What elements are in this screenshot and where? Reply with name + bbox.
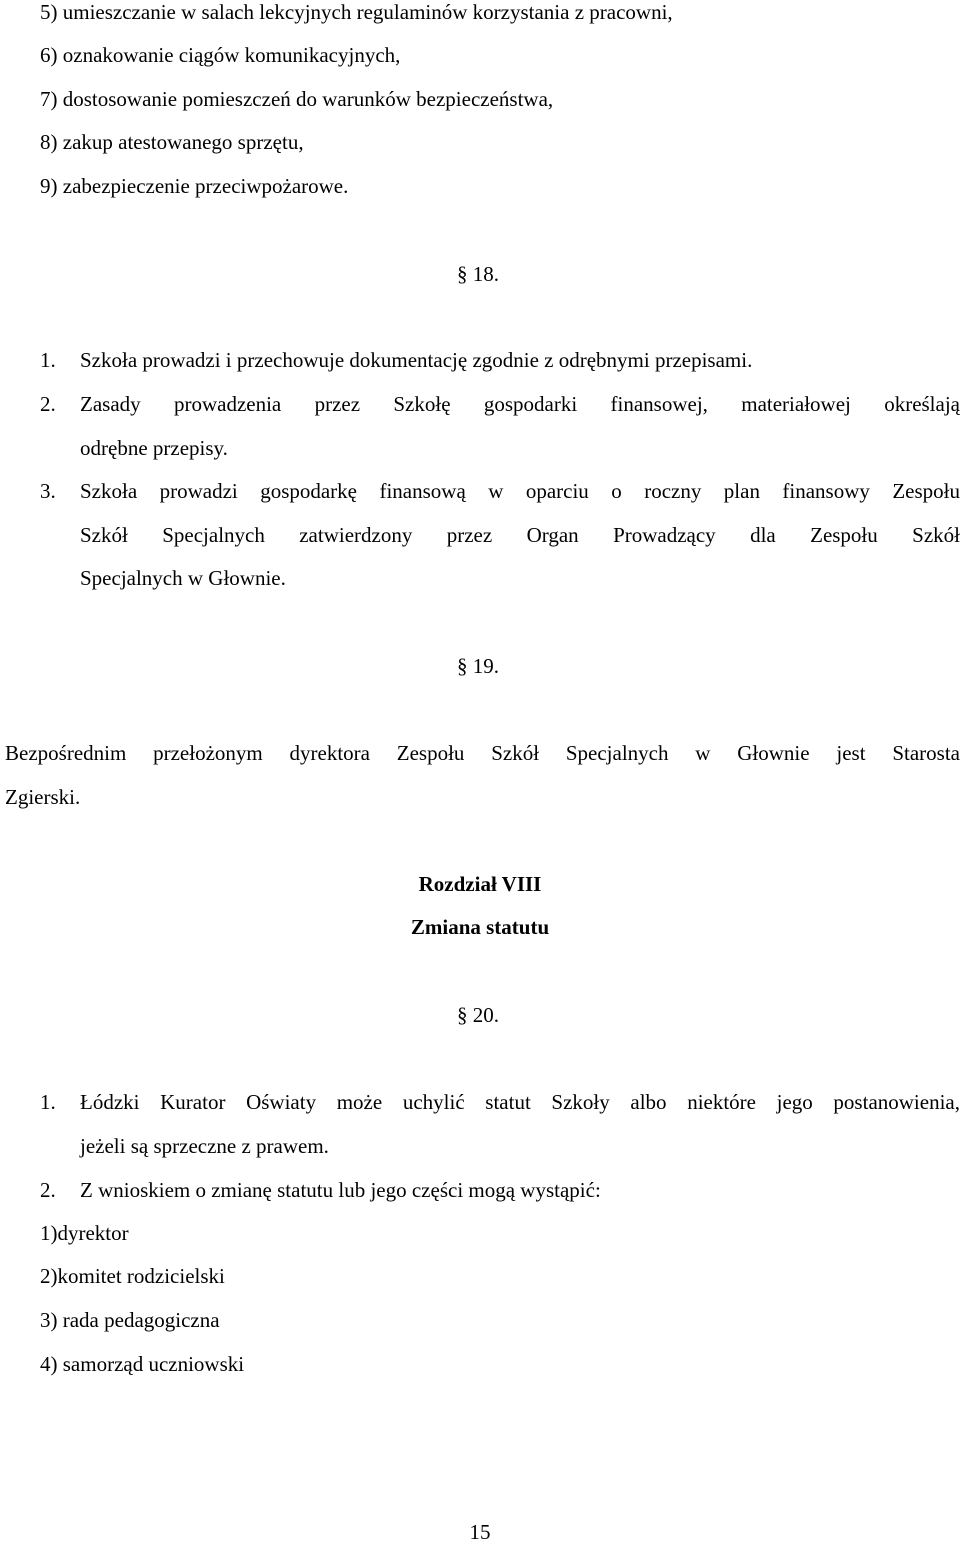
paragraph-18-3-line-3: Specjalnych w Głownie. (80, 566, 286, 590)
chapter-title: Rozdział VIII (418, 872, 542, 896)
list-text: oznakowanie ciągów komunikacyjnych, (62, 43, 401, 67)
list-number: 6) (40, 43, 58, 67)
paragraph-18-3-line-2: Szkół Specjalnych zatwierdzony przez Organ Prowadzący dla Zespołu Szkół (80, 523, 960, 547)
list-item: 2)komitet rodzicielski (40, 1264, 225, 1288)
paragraph-18-3: 3. (40, 479, 56, 503)
section-heading-19: § 19. (457, 654, 499, 678)
list-item (40, 87, 553, 111)
list-item (40, 174, 348, 198)
list-number: 7) (40, 87, 58, 111)
chapter-subtitle: Zmiana statutu (410, 915, 550, 939)
paragraph-18-3-line-1: Szkoła prowadzi gospodarkę finansową w oparciu o roczny plan finansowy Zespołu (80, 479, 960, 503)
paragraph-18-2-line-2: odrębne przepisy. (80, 436, 228, 460)
list-text: zabezpieczenie przeciwpożarowe. (62, 174, 349, 198)
page-number: 15 (469, 1520, 491, 1544)
list-item (40, 130, 304, 154)
paragraph-20-2-text: Z wnioskiem o zmianę statutu lub jego części mogą wystąpić: (80, 1178, 601, 1202)
list-item (40, 0, 673, 24)
paragraph-18-2-line-1: Zasady prowadzenia przez Szkołę gospodarki finansowej, materiałowej określają (80, 392, 960, 416)
paragraph-18-2: 2. (40, 392, 56, 416)
paragraph-18-1-text: Szkoła prowadzi i przechowuje dokumentację zgodnie z odrębnymi przepisami. (80, 348, 753, 372)
list-item: 3) rada pedagogiczna (40, 1308, 220, 1332)
list-text: zakup atestowanego sprzętu, (62, 130, 304, 154)
section-heading-20: § 20. (457, 1003, 499, 1027)
list-number: 8) (40, 130, 58, 154)
list-item (40, 43, 400, 67)
list-number: 9) (40, 174, 58, 198)
list-number: 5) (40, 0, 58, 24)
paragraph-19-line-2: Zgierski. (5, 785, 81, 809)
paragraph-18-1: 1. (40, 348, 56, 372)
paragraph-20-1: 1. (40, 1090, 56, 1114)
section-heading-18: § 18. (457, 262, 499, 286)
list-text: umieszczanie w salach lekcyjnych regulaminów korzystania z pracowni, (62, 0, 673, 24)
list-item: 1)dyrektor (40, 1221, 129, 1245)
list-text: dostosowanie pomieszczeń do warunków bezpieczeństwa, (62, 87, 554, 111)
paragraph-20-2: 2. (40, 1178, 56, 1202)
paragraph-19-line-1: Bezpośrednim przełożonym dyrektora Zespołu Szkół Specjalnych w Głownie jest Starosta (5, 741, 960, 765)
paragraph-20-1-line-1: Łódzki Kurator Oświaty może uchylić statut Szkoły albo niektóre jego postanowienia, (80, 1090, 960, 1114)
paragraph-20-1-line-2: jeżeli są sprzeczne z prawem. (80, 1134, 329, 1158)
list-item: 4) samorząd uczniowski (40, 1352, 245, 1376)
